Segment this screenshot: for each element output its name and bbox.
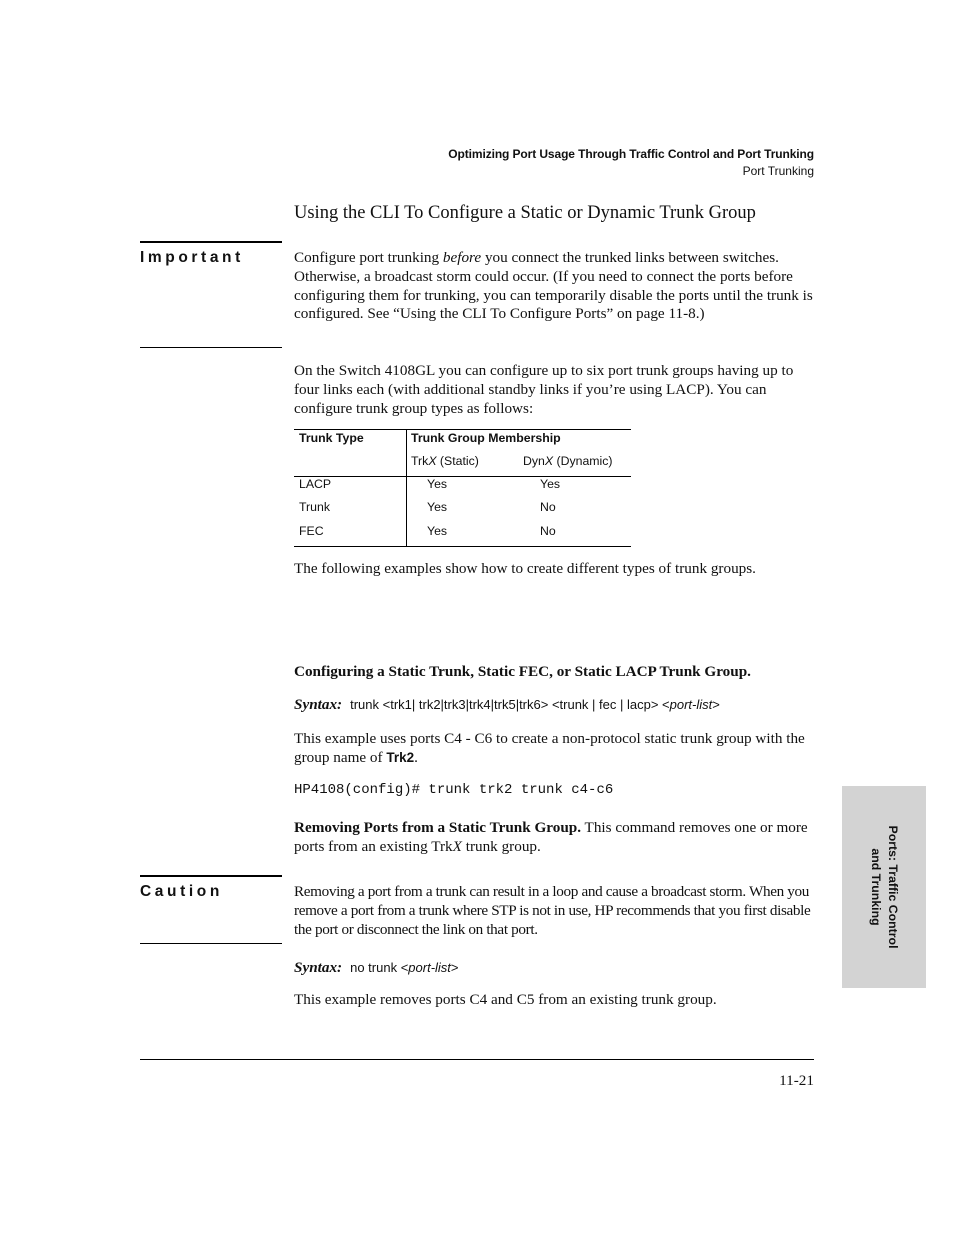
caution-top-rule [140,875,282,877]
table-bottom-rule [294,546,631,547]
table-header-rule [294,476,631,477]
chapter-thumb-tab [842,786,926,988]
static-trunk-heading: Configuring a Static Trunk, Static FEC, or Static LACP Trunk Group. [294,663,751,680]
running-header-chapter: Optimizing Port Usage Through Traffic Control and Port Trunking [448,147,814,161]
header-static: TrkX (Static) [411,454,479,468]
footer-rule [140,1059,814,1060]
trunk-type-table [294,429,631,547]
syntax-command: trunk <trk1| trk2|trk3|trk4|trk5|trk6> <trunk | fec | lacp> <port-list> [350,697,720,712]
row-fec-type: FEC [299,524,324,538]
important-text: Configure port trunking before you connect the trunked links between switches. Otherwise, a broadcast storm could occur. (If you need to connect the ports before configuring them for trunking, you can temporarily disable the ports until the trunk is configured. See “Using the CLI To Configure Ports” on page 11-8.) [294,249,813,323]
table-top-rule [294,429,631,430]
syntax-command: no trunk <port-list> [350,960,459,975]
example-2-text: This example removes ports C4 and C5 from an existing trunk group. [294,991,717,1008]
chapter-thumb-tab-label: Ports: Traffic Control and Trunking [869,825,900,949]
intro-paragraph: On the Switch 4108GL you can configure up to six port trunk groups having up to four links each (with additional standby links if you’re using LACP). You can configure trunk group types as follows: [294,362,794,417]
important-bottom-rule [140,347,282,348]
row-trunk-static: Yes [427,500,448,514]
page-number: 11-21 [779,1072,814,1089]
row-lacp-type: LACP [299,477,332,491]
header-dynamic: DynX (Dynamic) [523,454,613,468]
example-1-text: This example uses ports C4 - C6 to create a non-protocol static trunk group with the group name of Trk2. [294,730,805,766]
header-trunk-type: Trunk Type [299,431,364,445]
code-example-1: HP4108(config)# trunk trk2 trunk c4-c6 [294,782,614,798]
running-header-section: Port Trunking [742,164,814,178]
important-label: Important [140,249,244,266]
examples-intro: The following examples show how to create different types of trunk groups. [294,560,756,577]
syntax-line-2 [294,959,459,977]
syntax-label: Syntax: [294,959,343,976]
table-column-divider [406,429,407,546]
important-top-rule [140,241,282,243]
syntax-label: Syntax: [294,696,343,713]
row-fec-static: Yes [427,524,448,538]
header-trunk-group-membership: Trunk Group Membership [411,431,561,445]
syntax-line-1 [294,696,720,714]
row-fec-dynamic: No [540,524,556,538]
section-title: Using the CLI To Configure a Static or Dynamic Trunk Group [294,203,756,223]
caution-text: Removing a port from a trunk can result in a loop and cause a broadcast storm. When you remove a port from a trunk where STP is not in use, HP recommends that you first disable the port or disconnect the link on that port. [294,883,811,938]
row-lacp-static: Yes [427,477,448,491]
caution-label: Caution [140,883,223,900]
caution-bottom-rule [140,943,282,944]
row-trunk-type: Trunk [299,500,330,514]
row-trunk-dynamic: No [540,500,556,514]
row-lacp-dynamic: Yes [540,477,561,491]
removing-ports-paragraph: Removing Ports from a Static Trunk Group. This command removes one or more ports from an existing TrkX trunk group. [294,819,808,855]
